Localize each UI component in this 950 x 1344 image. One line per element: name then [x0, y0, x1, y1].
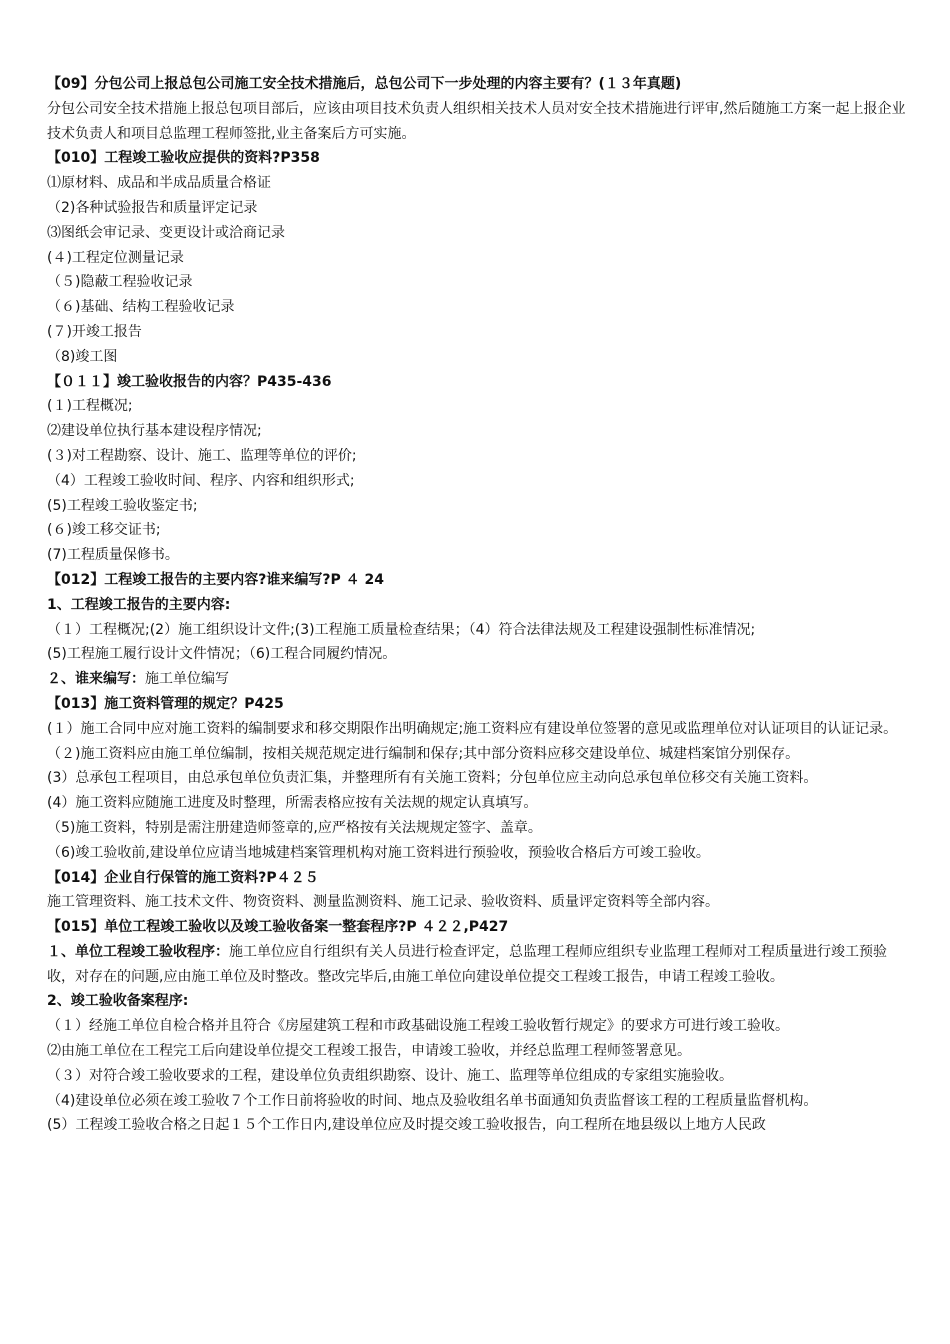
q015-item: （4)建设单位必须在竣工验收７个工作日前将验收的时间、地点及验收组名单书面通知负责监督该工程的工程质量监督机构。 — [47, 1092, 818, 1109]
q010-heading: 【010】工程竣工验收应提供的资料?P358 — [47, 150, 320, 167]
q013-heading: 【013】施工资料管理的规定？P425 — [47, 695, 284, 712]
q013-item: （6)竣工验收前,建设单位应请当地城建档案管理机构对施工资料进行预验收，预验收合格后方可竣工验收。 — [47, 844, 710, 861]
q010-item: ⑶图纸会审记录、变更设计或洽商记录 — [47, 224, 285, 241]
q011-item: (5)工程竣工验收鉴定书; — [47, 497, 198, 514]
q013-item: (１）施工合同中应对施工资料的编制要求和移交期限作出明确规定;施工资料应有建设单位签署的意见或监理单位对认证项目的认证记录。 — [47, 720, 898, 737]
q09-heading: 【09】分包公司上报总包公司施工安全技术措施后，总包公司下一步处理的内容主要有？(１３年真题) — [47, 76, 682, 92]
q013-item: （5)施工资料，特别是需注册建造师签章的,应严格按有关法规规定签字、盖章。 — [47, 819, 542, 836]
q011-heading: 【０１１】竣工验收报告的内容？P435-436 — [47, 373, 332, 390]
q015-heading: 【015】单位工程竣工验收以及竣工验收备案一整套程序?P ４２２,P427 — [47, 919, 509, 936]
q015-filing-subheading: 2、竣工验收备案程序: — [47, 993, 189, 1010]
q011-item: ⑵建设单位执行基本建设程序情况; — [47, 423, 262, 440]
q014-heading: 【014】企业自行保管的施工资料?P４２５ — [47, 869, 319, 886]
q010-item: (４)工程定位测量记录 — [47, 249, 184, 266]
q015-item: ⑵由施工单位在工程完工后向建设单位提交工程竣工报告，申请竣工验收，并经总监理工程师签署意见。 — [47, 1043, 691, 1060]
q012-author-text: 施工单位编写 — [145, 671, 229, 688]
q013-item: （２)施工资料应由施工单位编制，按相关规范规定进行编制和保存;其中部分资料应移交建设单位、城建档案馆分别保存。 — [47, 745, 800, 762]
q015-acceptance-text: 施工单位应自行组织有关人员进行检查评定，总监理工程师应组织专业监理工程师对工程质量进行竣工预验收，对存在的问题,应由施工单位及时整改。整改完毕后,由施工单位向建设单位提交工程竣工报告，申请工程竣工验收。 — [47, 943, 887, 985]
q010-item: （2)各种试验报告和质量评定记录 — [47, 199, 258, 216]
q014-answer: 施工管理资料、施工技术文件、物资资料、测量监测资料、施工记录、验收资料、质量评定资料等全部内容。 — [47, 894, 719, 911]
q011-item: (３)对工程勘察、设计、施工、监理等单位的评价; — [47, 447, 357, 464]
q011-item: (7)工程质量保修书。 — [47, 547, 179, 564]
q010-item: （５)隐蔽工程验收记录 — [47, 274, 193, 291]
document-page — [47, 72, 909, 1138]
q011-item: （4）工程竣工验收时间、程序、内容和组织形式; — [47, 472, 355, 489]
q015-acceptance-procedure — [47, 940, 909, 990]
q015-acceptance-label: １、单位工程竣工验收程序： — [47, 943, 229, 960]
q012-content-items: （１）工程概况;(2）施工组织设计文件;(3)工程施工质量检查结果；（4）符合法律法规及工程建设强制性标准情况; — [47, 621, 756, 638]
q012-subheading-content: 1、工程竣工报告的主要内容: — [47, 596, 231, 613]
q011-item: (６)竣工移交证书; — [47, 522, 161, 539]
q010-item: （8)竣工图 — [47, 348, 118, 365]
q012-heading: 【012】工程竣工报告的主要内容?谁来编写?P ４ 24 — [47, 571, 384, 588]
q013-item: (3）总承包工程项目，由总承包单位负责汇集，并整理所有有关施工资料；分包单位应主动向总承包单位移交有关施工资料。 — [47, 770, 818, 787]
q015-item: (5）工程竣工验收合格之日起１５个工作日内,建设单位应及时提交竣工验收报告，向工程所在地县级以上地方人民政 — [47, 1117, 766, 1134]
q012-author-line — [47, 667, 909, 692]
q010-item: ⑴原材料、成品和半成品质量合格证 — [47, 175, 271, 192]
q011-item: (１)工程概况; — [47, 398, 133, 415]
q010-item: (７)开竣工报告 — [47, 323, 142, 340]
q09-answer: 分包公司安全技术措施上报总包项目部后，应该由项目技术负责人组织相关技术人员对安全技术措施进行评审,然后随施工方案一起上报企业技术负责人和项目总监理工程师签批,业主备案后方可实施。 — [47, 100, 906, 142]
q015-item: （１）经施工单位自检合格并且符合《房屋建筑工程和市政基础设施工程竣工验收暂行规定》的要求方可进行竣工验收。 — [47, 1018, 789, 1035]
q013-item: (4）施工资料应随施工进度及时整理，所需表格应按有关法规的规定认真填写。 — [47, 795, 538, 812]
q012-content-items: (5)工程施工履行设计文件情况；（6)工程合同履约情况。 — [47, 646, 397, 663]
q012-author-label: ２、谁来编写： — [47, 671, 145, 688]
q015-item: （３）对符合竣工验收要求的工程，建设单位负责组织勘察、设计、施工、监理等单位组成的专家组实施验收。 — [47, 1067, 733, 1084]
q010-item: （６)基础、结构工程验收记录 — [47, 299, 235, 316]
